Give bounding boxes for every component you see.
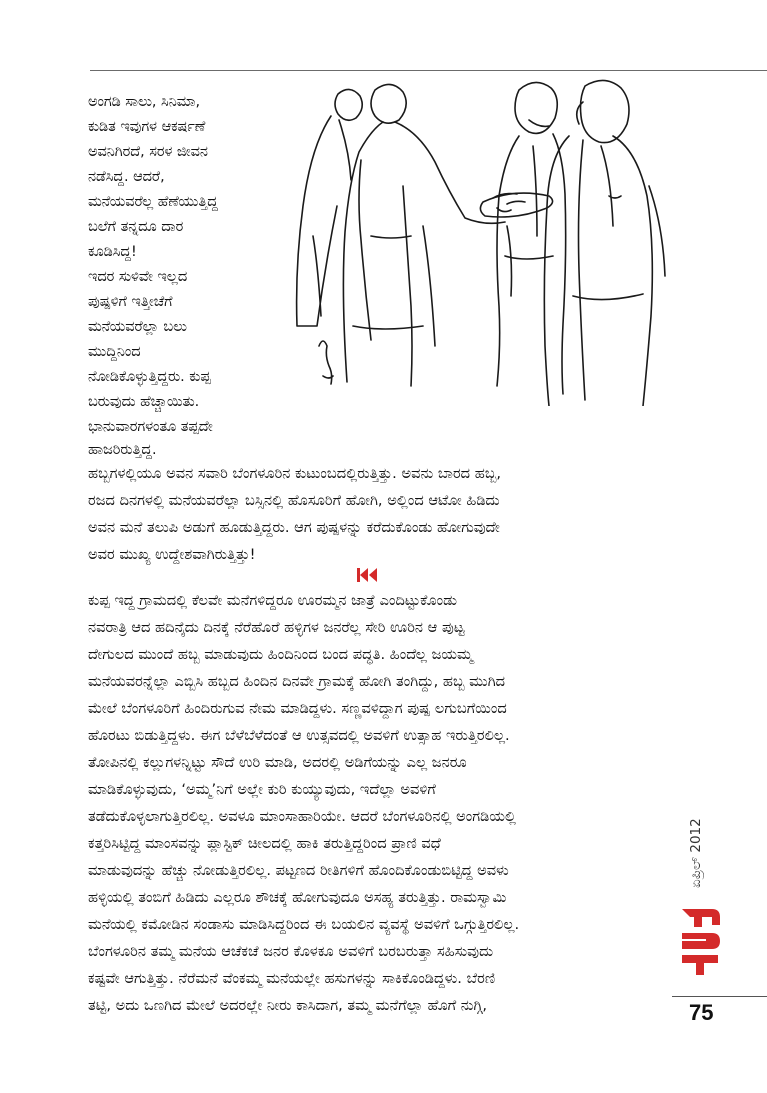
text-line: ಕೂಡಿಸಿದ್ದ!	[88, 244, 137, 260]
text-line: ಮಾಡುವುದನ್ನು ಹೆಚ್ಚು ನೋಡುತ್ತಿರಲಿಲ್ಲ. ಪಟ್ಟಣದ ರೀತಿಗಳಿಗೆ ಹೊಂದಿಕೊಂಡುಬಿಟ್ಟಿದ್ದ ಅವಳು	[88, 862, 509, 879]
story-illustration	[283, 76, 683, 406]
text-line: ನೋಡಿಕೊಳ್ಳುತ್ತಿದ್ದರು. ಕುಪ್ಪ	[88, 369, 211, 385]
text-line: ಮುದ್ದಿನಿಂದ	[88, 344, 141, 360]
magazine-date: ಏಪ್ರಿಲ್ 2012	[688, 818, 704, 888]
text-line: ಕಷ್ಟವೇ ಆಗುತ್ತಿತ್ತು. ನೆರೆಮನೆ ವೆಂಕಮ್ಮ ಮನೆಯಲ್ಲೇ ಹಸುಗಳನ್ನು ಸಾಕಿಕೊಂಡಿದ್ದಳು. ಬೆರಣಿ	[88, 970, 496, 987]
text-line: ತಟ್ಟಿ, ಅದು ಒಣಗಿದ ಮೇಲೆ ಅದರಲ್ಲೇ ನೀರು ಕಾಸಿದಾಗ, ತಮ್ಮ ಮನೆಗೆಲ್ಲಾ ಹೊಗೆ ನುಗ್ಗಿ,	[88, 997, 487, 1014]
text-line: ದೇಗುಲದ ಮುಂದೆ ಹಬ್ಬ ಮಾಡುವುದು ಹಿಂದಿನಿಂದ ಬಂದ ಪದ್ಧತಿ. ಹಿಂದೆಲ್ಲ ಜಯಮ್ಮ	[88, 646, 473, 663]
page-number: 75	[689, 1000, 714, 1025]
text-line: ಹಾಜರಿರುತ್ತಿದ್ದ.	[88, 442, 157, 458]
text-line: ಪುಷ್ಪಳಿಗೆ ಇತ್ತೀಚೆಗೆ	[88, 294, 173, 310]
text-line: ಅವನಿಗಿರದೆ, ಸರಳ ಜೀವನ	[88, 144, 208, 160]
section-divider-icon	[356, 567, 378, 583]
text-line: ಕತ್ತರಿಸಿಟ್ಟಿದ್ದ ಮಾಂಸವನ್ನು ಪ್ಲಾಸ್ಟಿಕ್ ಚೀಲದಲ್ಲಿ ಹಾಕಿ ತರುತ್ತಿದ್ದರಿಂದ ಪ್ರಾಣಿ ವಧೆ	[88, 835, 441, 852]
text-line: ತಡೆದುಕೊಳ್ಳಲಾಗುತ್ತಿರಲಿಲ್ಲ. ಅವಳೂ ಮಾಂಸಾಹಾರಿಯೇ. ಆದರೆ ಬೆಂಗಳೂರಿನಲ್ಲಿ ಅಂಗಡಿಯಲ್ಲಿ	[88, 808, 516, 825]
text-line: ಹಬ್ಬಗಳಲ್ಲಿಯೂ ಅವನ ಸವಾರಿ ಬೆಂಗಳೂರಿನ ಕುಟುಂಬದಲ್ಲಿರುತ್ತಿತ್ತು. ಅವನು ಬಾರದ ಹಬ್ಬ,	[88, 465, 502, 482]
text-line: ಬೆಂಗಳೂರಿನ ತಮ್ಮ ಮನೆಯ ಆಚೆಕಚೆ ಜನರ ಕೊಳಕೂ ಅವಳಿಗೆ ಬರಬರುತ್ತಾ ಸಹಿಸುವುದು	[88, 943, 494, 960]
text-line: ಹೊರಟು ಬಿಡುತ್ತಿದ್ದಳು. ಈಗ ಬೆಳೆಬೆಳೆದಂತೆ ಆ ಉತ್ಸವದಲ್ಲಿ ಅವಳಿಗೆ ಉತ್ಸಾಹ ಇರುತ್ತಿರಲಿಲ್ಲ.	[88, 727, 510, 744]
text-line: ಕುಪ್ಪ ಇದ್ದ ಗ್ರಾಮದಲ್ಲಿ ಕೆಲವೇ ಮನೆಗಳಿದ್ದರೂ ಊರಮ್ಮನ ಜಾತ್ರೆ ಎಂದಿಟ್ಟುಕೊಂಡು	[88, 592, 458, 609]
top-rule	[90, 70, 767, 71]
text-line: ಮಾಡಿಕೊಳ್ಳುವುದು, ‘ಅಮ್ಮ’ನಿಗೆ ಅಲ್ಲೇ ಕುರಿ ಕುಯ್ಯುವುದು, ಇದೆಲ್ಲಾ ಅವಳಿಗೆ	[88, 781, 436, 798]
text-line: ತೋಪಿನಲ್ಲಿ ಕಲ್ಲುಗಳನ್ನಿಟ್ಟು ಸೌದೆ ಉರಿ ಮಾಡಿ, ಅದರಲ್ಲಿ ಅಡಿಗೆಯನ್ನು ಎಲ್ಲ ಜನರೂ	[88, 754, 467, 771]
text-line: ಮನೆಯಲ್ಲಿ ಕಮೋಡಿನ ಸಂಡಾಸು ಮಾಡಿಸಿದ್ದರಿಂದ ಈ ಬಯಲಿನ ವ್ಯವಸ್ಥೆ ಅವಳಿಗೆ ಒಗ್ಗುತ್ತಿರಲಿಲ್ಲ.	[88, 916, 520, 933]
text-line: ಇದರ ಸುಳಿವೇ ಇಲ್ಲದ	[88, 269, 188, 285]
text-line: ಹಳ್ಳಿಯಲ್ಲಿ ತಂಬಿಗೆ ಹಿಡಿದು ಎಲ್ಲರೂ ಶೌಚಕ್ಕೆ ಹೋಗುವುದೂ ಅಸಹ್ಯ ತರುತ್ತಿತ್ತು. ರಾಮಸ್ವಾಮಿ	[88, 889, 507, 906]
text-line: ಮನೆಯವರೆಲ್ಲ ಹೆಣೆಯುತ್ತಿದ್ದ	[88, 194, 218, 210]
text-line: ಬರುವುದು ಹೆಚ್ಚಾಯಿತು.	[88, 394, 200, 410]
text-line: ಮನೆಯವರೆಲ್ಲಾ ಬಲು	[88, 319, 187, 335]
text-line: ಬಲೆಗೆ ತನ್ನದೂ ದಾರ	[88, 219, 184, 235]
magazine-logo	[678, 905, 722, 983]
text-line: ನಡೆಸಿದ್ದ. ಆದರೆ,	[88, 169, 165, 185]
text-line: ಭಾನುವಾರಗಳಂತೂ ತಪ್ಪದೇ	[88, 419, 213, 435]
text-line: ಅವನ ಮನೆ ತಲುಪಿ ಅಡುಗೆ ಹೂಡುತ್ತಿದ್ದರು. ಆಗ ಪುಷ್ಪಳನ್ನು ಕರೆದುಕೊಂಡು ಹೋಗುವುದೇ	[88, 519, 500, 536]
text-line: ರಜದ ದಿನಗಳಲ್ಲಿ ಮನೆಯವರೆಲ್ಲಾ ಬಸ್ಸಿನಲ್ಲಿ ಹೊಸೂರಿಗೆ ಹೋಗಿ, ಅಲ್ಲಿಂದ ಆಟೋ ಹಿಡಿದು	[88, 492, 500, 509]
text-line: ನವರಾತ್ರಿ ಆದ ಹದಿನೈದು ದಿನಕ್ಕೆ ನೆರೆಹೊರೆ ಹಳ್ಳಿಗಳ ಜನರೆಲ್ಲ ಸೇರಿ ಊರಿನ ಆ ಪುಟ್ಟ	[88, 619, 465, 636]
text-line: ಮೇಲೆ ಬೆಂಗಳೂರಿಗೆ ಹಿಂದಿರುಗುವ ನೇಮ ಮಾಡಿದ್ದಳು. ಸಣ್ಣವಳಿದ್ದಾಗ ಪುಷ್ಪ ಲಗುಬಗೆಯಿಂದ	[88, 700, 507, 717]
footer-rule	[672, 996, 767, 997]
text-line: ಅಂಗಡಿ ಸಾಲು, ಸಿನಿಮಾ,	[88, 94, 201, 110]
text-line: ಕುಡಿತ ಇವುಗಳ ಆಕರ್ಷಣೆ	[88, 119, 206, 135]
text-line: ಅವರ ಮುಖ್ಯ ಉದ್ದೇಶವಾಗಿರುತ್ತಿತ್ತು!	[88, 546, 256, 563]
text-line: ಮನೆಯವರನ್ನೆಲ್ಲಾ ಎಬ್ಬಿಸಿ ಹಬ್ಬದ ಹಿಂದಿನ ದಿನವೇ ಗ್ರಾಮಕ್ಕೆ ಹೋಗಿ ತಂಗಿದ್ದು, ಹಬ್ಬ ಮುಗಿದ	[88, 673, 506, 690]
